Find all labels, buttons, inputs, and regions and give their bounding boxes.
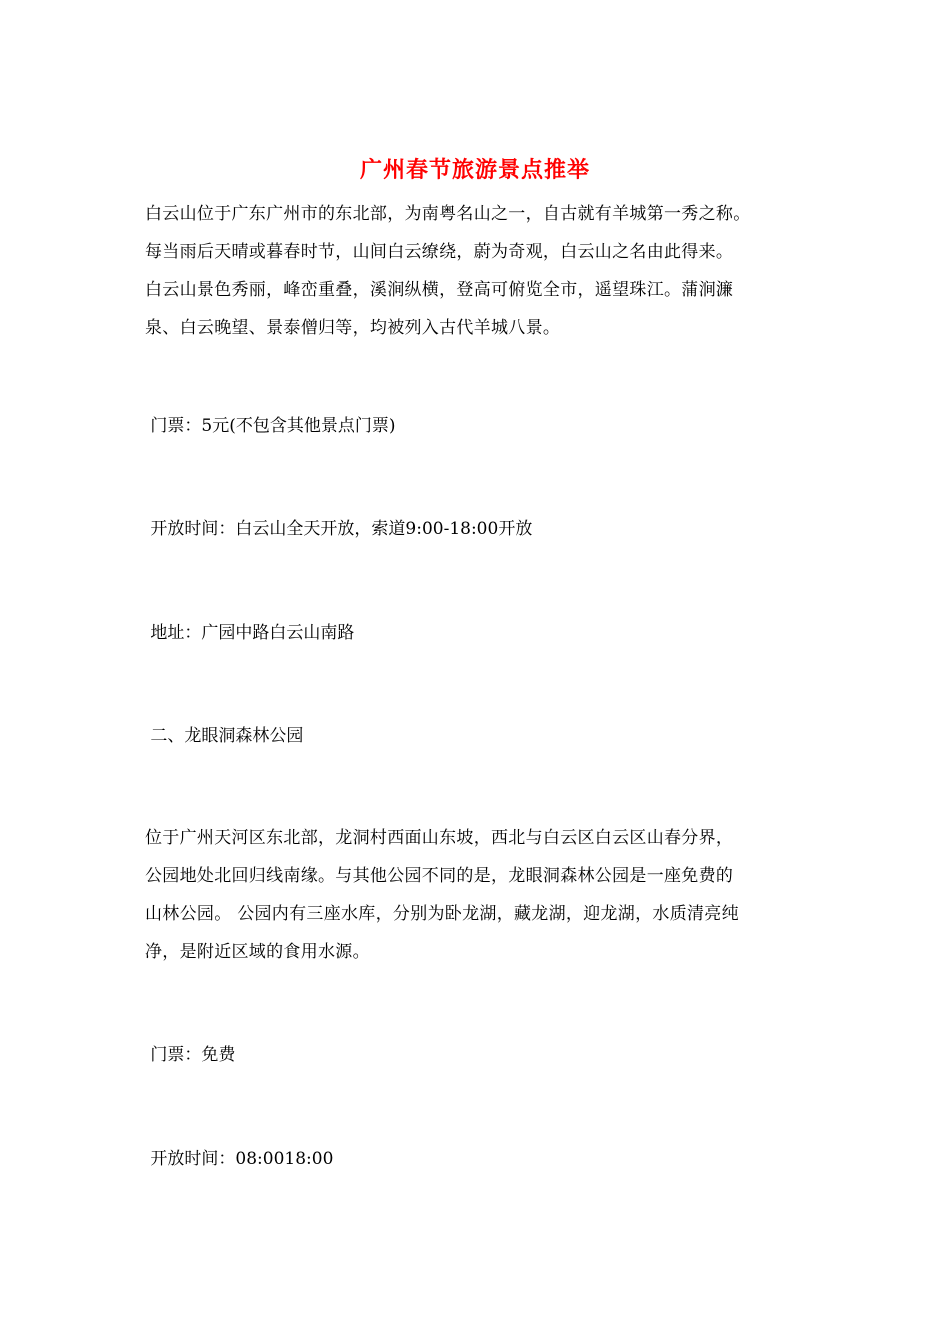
paragraph-line: 每当雨后天晴或暮春时节，山间白云缭绕，蔚为奇观，白云山之名由此得来。: [145, 242, 734, 262]
opening-hours-longyandong: 开放时间：08:0018:00: [145, 1149, 334, 1169]
paragraph-line: 位于广州天河区东北部，龙洞村西面山东坡，西北与白云区白云区山春分界，: [145, 828, 734, 848]
section-heading-longyandong: 二、龙眼洞森林公园: [145, 726, 304, 746]
ticket-info-longyandong: 门票：免费: [145, 1045, 236, 1065]
ticket-info-baiyunshan: 门票：5元(不包含其他景点门票): [145, 416, 396, 436]
paragraph-line: 公园地处北回归线南缘。与其他公园不同的是，龙眼洞森林公园是一座免费的: [145, 866, 734, 886]
longyandong-paragraph: [145, 819, 820, 971]
paragraph-line: 净，是附近区域的食用水源。: [145, 942, 370, 962]
paragraph-line: 白云山位于广东广州市的东北部，为南粤名山之一，自古就有羊城第一秀之称。: [145, 204, 751, 224]
paragraph-line: 山林公园。 公园内有三座水库，分别为卧龙湖，藏龙湖，迎龙湖，水质清亮纯: [145, 904, 739, 924]
document-title: 广州春节旅游景点推举: [359, 157, 590, 183]
intro-paragraph: [145, 195, 820, 347]
opening-hours-baiyunshan: 开放时间：白云山全天开放，索道9:00-18:00开放: [145, 519, 533, 539]
address-baiyunshan: 地址：广园中路白云山南路: [145, 623, 355, 643]
paragraph-line: 白云山景色秀丽，峰峦重叠，溪涧纵横，登高可俯览全市，遥望珠江。蒲涧濂: [145, 280, 734, 300]
paragraph-line: 泉、白云晚望、景泰僧归等，均被列入古代羊城八景。: [145, 318, 561, 338]
